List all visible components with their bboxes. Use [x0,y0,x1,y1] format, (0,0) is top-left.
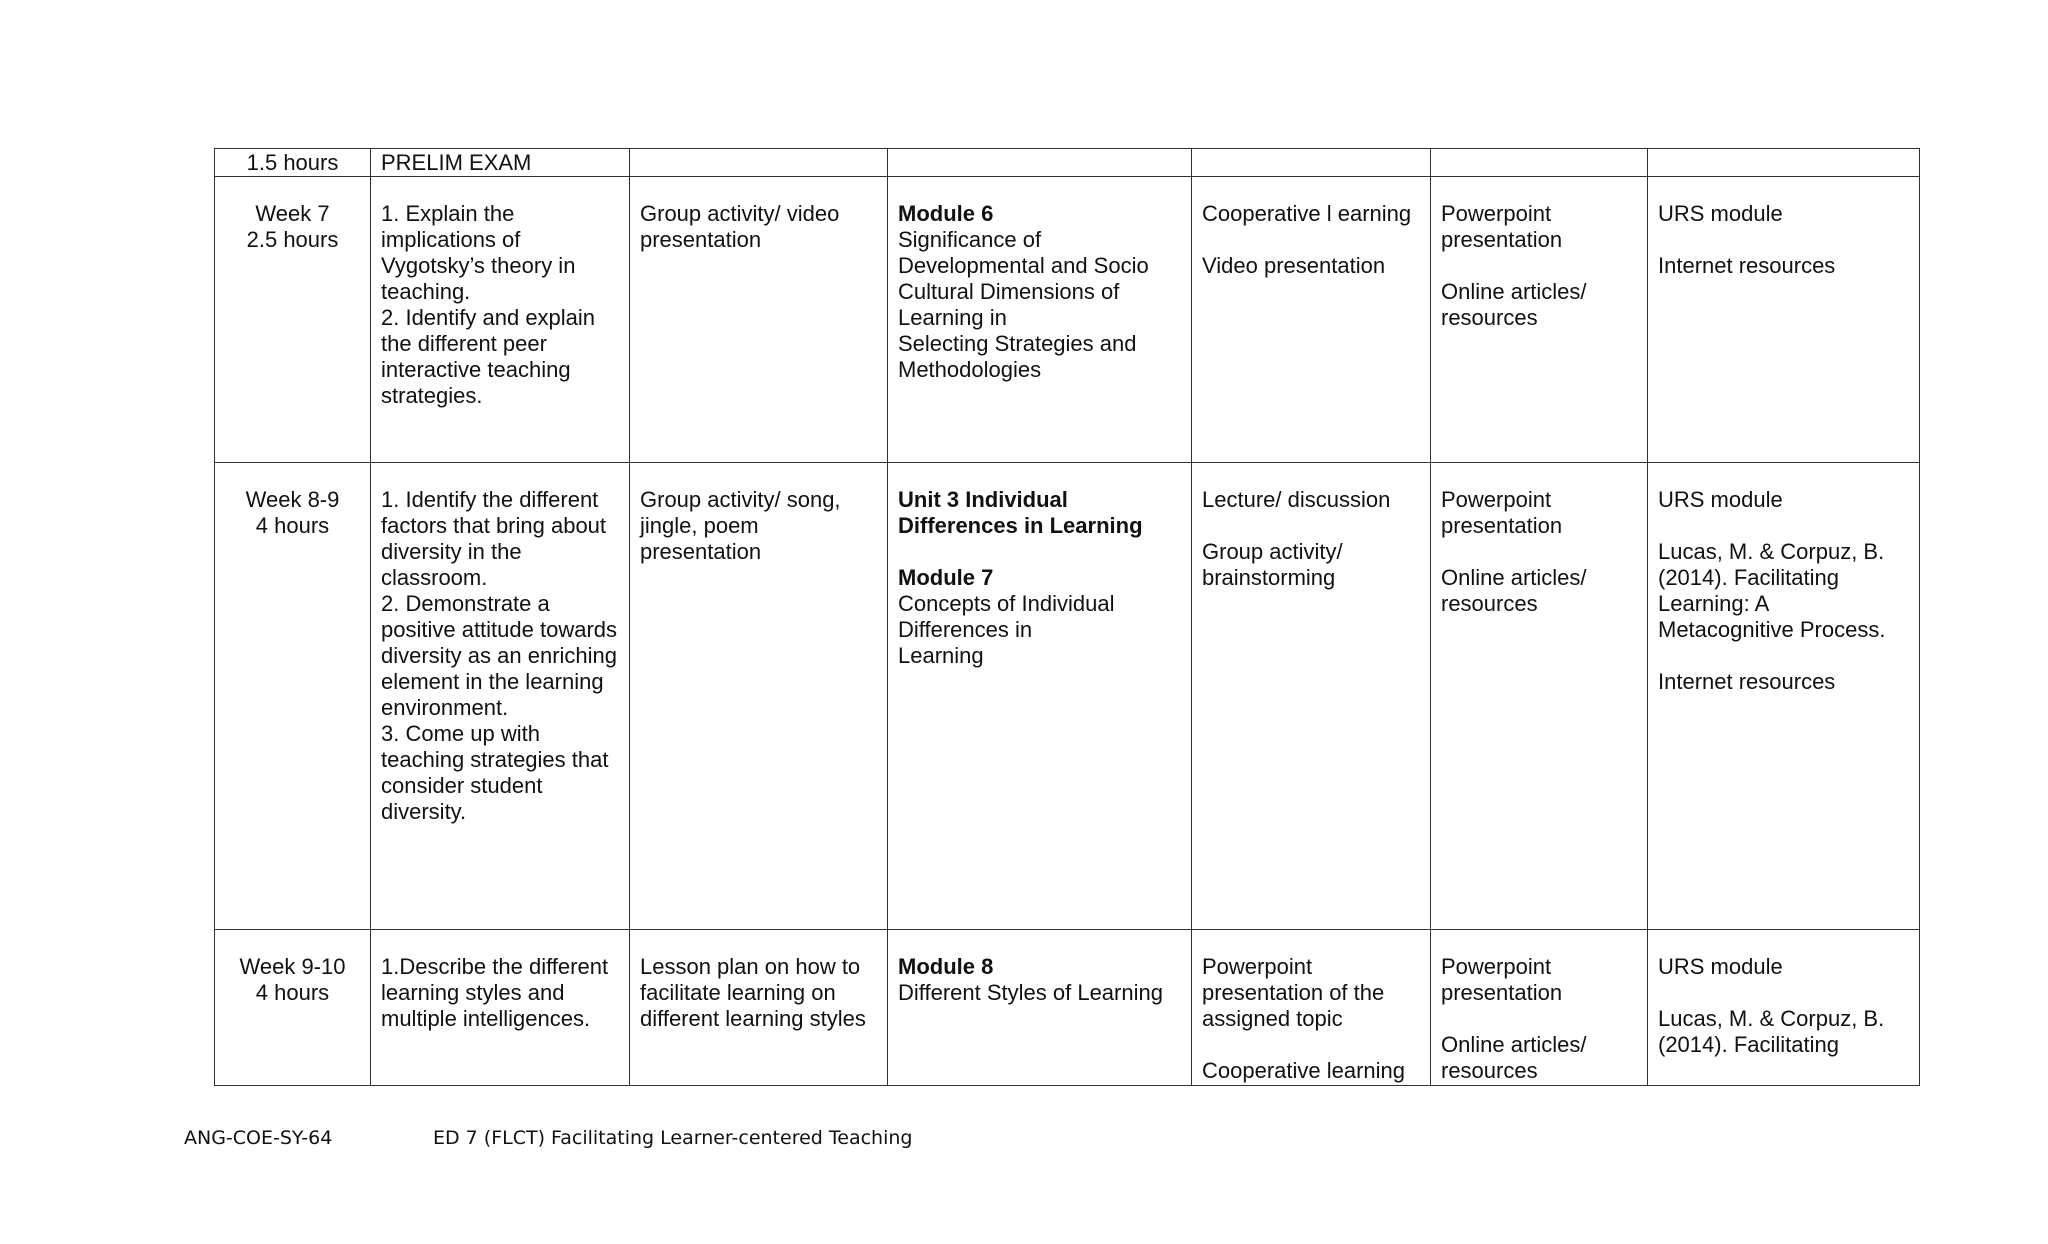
material-item: Online articles/ resources [1441,565,1587,616]
reference-item: URS module [1658,954,1783,979]
time-cell: 1.5 hours [215,149,371,177]
module-text: Different Styles of Learning [898,980,1163,1005]
method-item: Lecture/ discussion [1202,487,1391,512]
objectives-cell: 1.Describe the different learning styles and multiple intelligences. [371,930,630,1086]
reference-item: URS module [1658,201,1783,226]
reference-item: URS module [1658,487,1783,512]
methods-cell [1192,149,1431,177]
footer-course-title: ED 7 (FLCT) Facilitating Learner-centered Teaching [433,1127,913,1149]
time-cell: Week 8-9 4 hours [215,463,371,930]
syllabus-table [214,148,1920,1086]
activities-cell: Lesson plan on how to facilitate learning on different learning styles [630,930,888,1086]
references-cell [1648,930,1920,1086]
module-heading: Module 8 [898,954,994,979]
references-cell [1648,149,1920,177]
activities-cell: Group activity/ song, jingle, poem presentation [630,463,888,930]
method-item: Video presentation [1202,253,1386,278]
table-row-week-8-9 [215,463,1920,930]
content-cell [888,177,1192,463]
unit-heading: Unit 3 Individual Differences in Learning [898,487,1143,538]
materials-cell [1431,930,1648,1086]
objectives-cell: PRELIM EXAM [371,149,630,177]
method-item: Powerpoint presentation of the assigned topic [1202,954,1385,1031]
content-cell [888,149,1192,177]
material-item: Powerpoint presentation [1441,201,1563,252]
content-cell [888,463,1192,930]
time-cell: Week 9-10 4 hours [215,930,371,1086]
time-cell: Week 7 2.5 hours [215,177,371,463]
activities-cell [630,149,888,177]
module-heading: Module 6 [898,201,994,226]
table-row-week-9-10 [215,930,1920,1086]
footer-document-code: ANG-COE-SY-64 [184,1127,333,1149]
module-text: Concepts of Individual Differences in Learning [898,591,1115,668]
reference-item: Lucas, M. & Corpuz, B. (2014). Facilitating [1658,1006,1885,1057]
content-cell [888,930,1192,1086]
method-item: Cooperative l earning [1202,201,1412,226]
activities-cell: Group activity/ video presentation [630,177,888,463]
method-item: Group activity/ brainstorming [1202,539,1343,590]
table-row-prelim-exam [215,149,1920,177]
material-item: Online articles/ resources [1441,279,1587,330]
module-heading: Module 7 [898,565,994,590]
methods-cell [1192,177,1431,463]
material-item: Powerpoint presentation [1441,954,1563,1005]
references-cell [1648,463,1920,930]
reference-item: Internet resources [1658,253,1836,278]
references-cell [1648,177,1920,463]
module-text: Significance of Developmental and Socio Cultural Dimensions of Learning in Selecting Strategies and Methodologies [898,227,1149,382]
materials-cell [1431,463,1648,930]
methods-cell [1192,463,1431,930]
reference-item: Lucas, M. & Corpuz, B. (2014). Facilitating Learning: A Metacognitive Process. [1658,539,1886,642]
method-item: Cooperative learning [1202,1058,1406,1083]
materials-cell [1431,177,1648,463]
material-item: Powerpoint presentation [1441,487,1563,538]
reference-item: Internet resources [1658,669,1836,694]
objectives-cell: 1. Identify the different factors that bring about diversity in the classroom. 2. Demonstrate a positive attitude towards diversity as an enriching element in the learning environment. 3. Come up with teaching strategies that consider student diversity. [371,463,630,930]
table-row-week-7 [215,177,1920,463]
methods-cell [1192,930,1431,1086]
objectives-cell: 1. Explain the implications of Vygotsky’s theory in teaching. 2. Identify and explain the different peer interactive teaching strategies. [371,177,630,463]
materials-cell [1431,149,1648,177]
material-item: Online articles/ resources [1441,1032,1587,1083]
